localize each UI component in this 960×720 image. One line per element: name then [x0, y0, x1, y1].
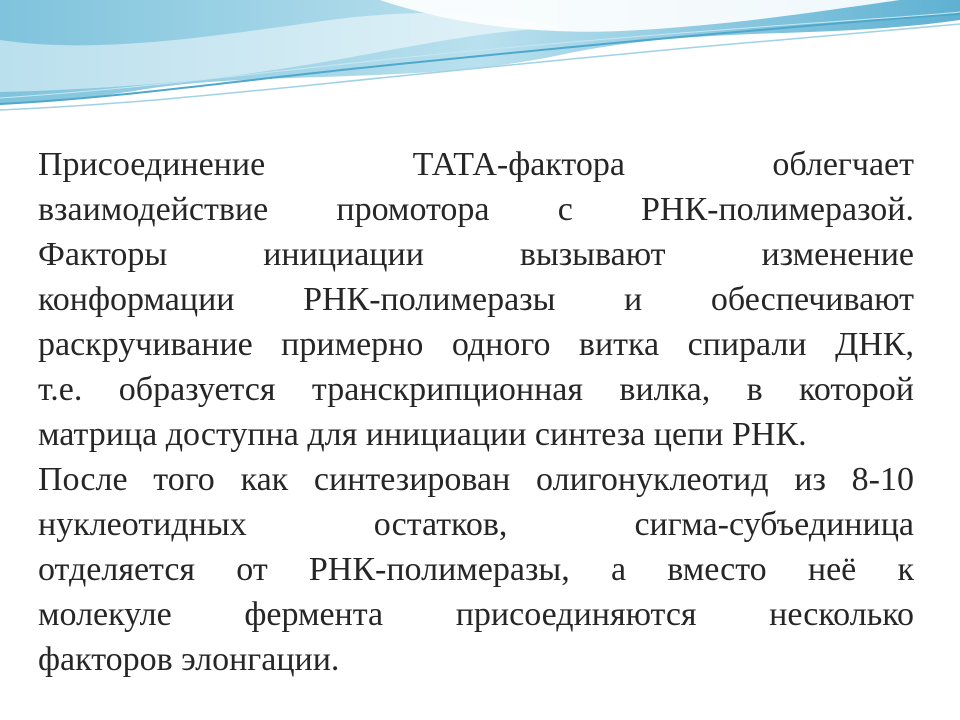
- text-line: После того как синтезирован олигонуклеотид из 8-10: [38, 461, 914, 498]
- paragraph-2: [38, 457, 914, 682]
- text-line: конформации РНК-полимеразы и обеспечивают: [38, 281, 914, 318]
- text-line: раскручивание примерно одного витка спирали ДНК,: [38, 326, 914, 363]
- text-line: матрица доступна для инициации синтеза цепи РНК.: [38, 416, 807, 453]
- text-line: Присоединение ТАТА-фактора облегчает: [38, 146, 914, 183]
- text-line: взаимодействие промотора с РНК-полимеразой.: [38, 191, 914, 228]
- text-line: Факторы инициации вызывают изменение: [38, 236, 914, 273]
- slide-body-text: [38, 142, 914, 682]
- paragraph-1: [38, 142, 914, 457]
- text-line: т.е. образуется транскрипционная вилка, в которой: [38, 371, 914, 408]
- header-wave-decoration: [0, 0, 960, 130]
- text-line: факторов элонгации.: [38, 641, 340, 678]
- text-line: отделяется от РНК-полимеразы, а вместо неё к: [38, 551, 914, 588]
- text-line: нуклеотидных остатков, сигма-субъединица: [38, 506, 914, 543]
- text-line: молекуле фермента присоединяются несколько: [38, 596, 914, 633]
